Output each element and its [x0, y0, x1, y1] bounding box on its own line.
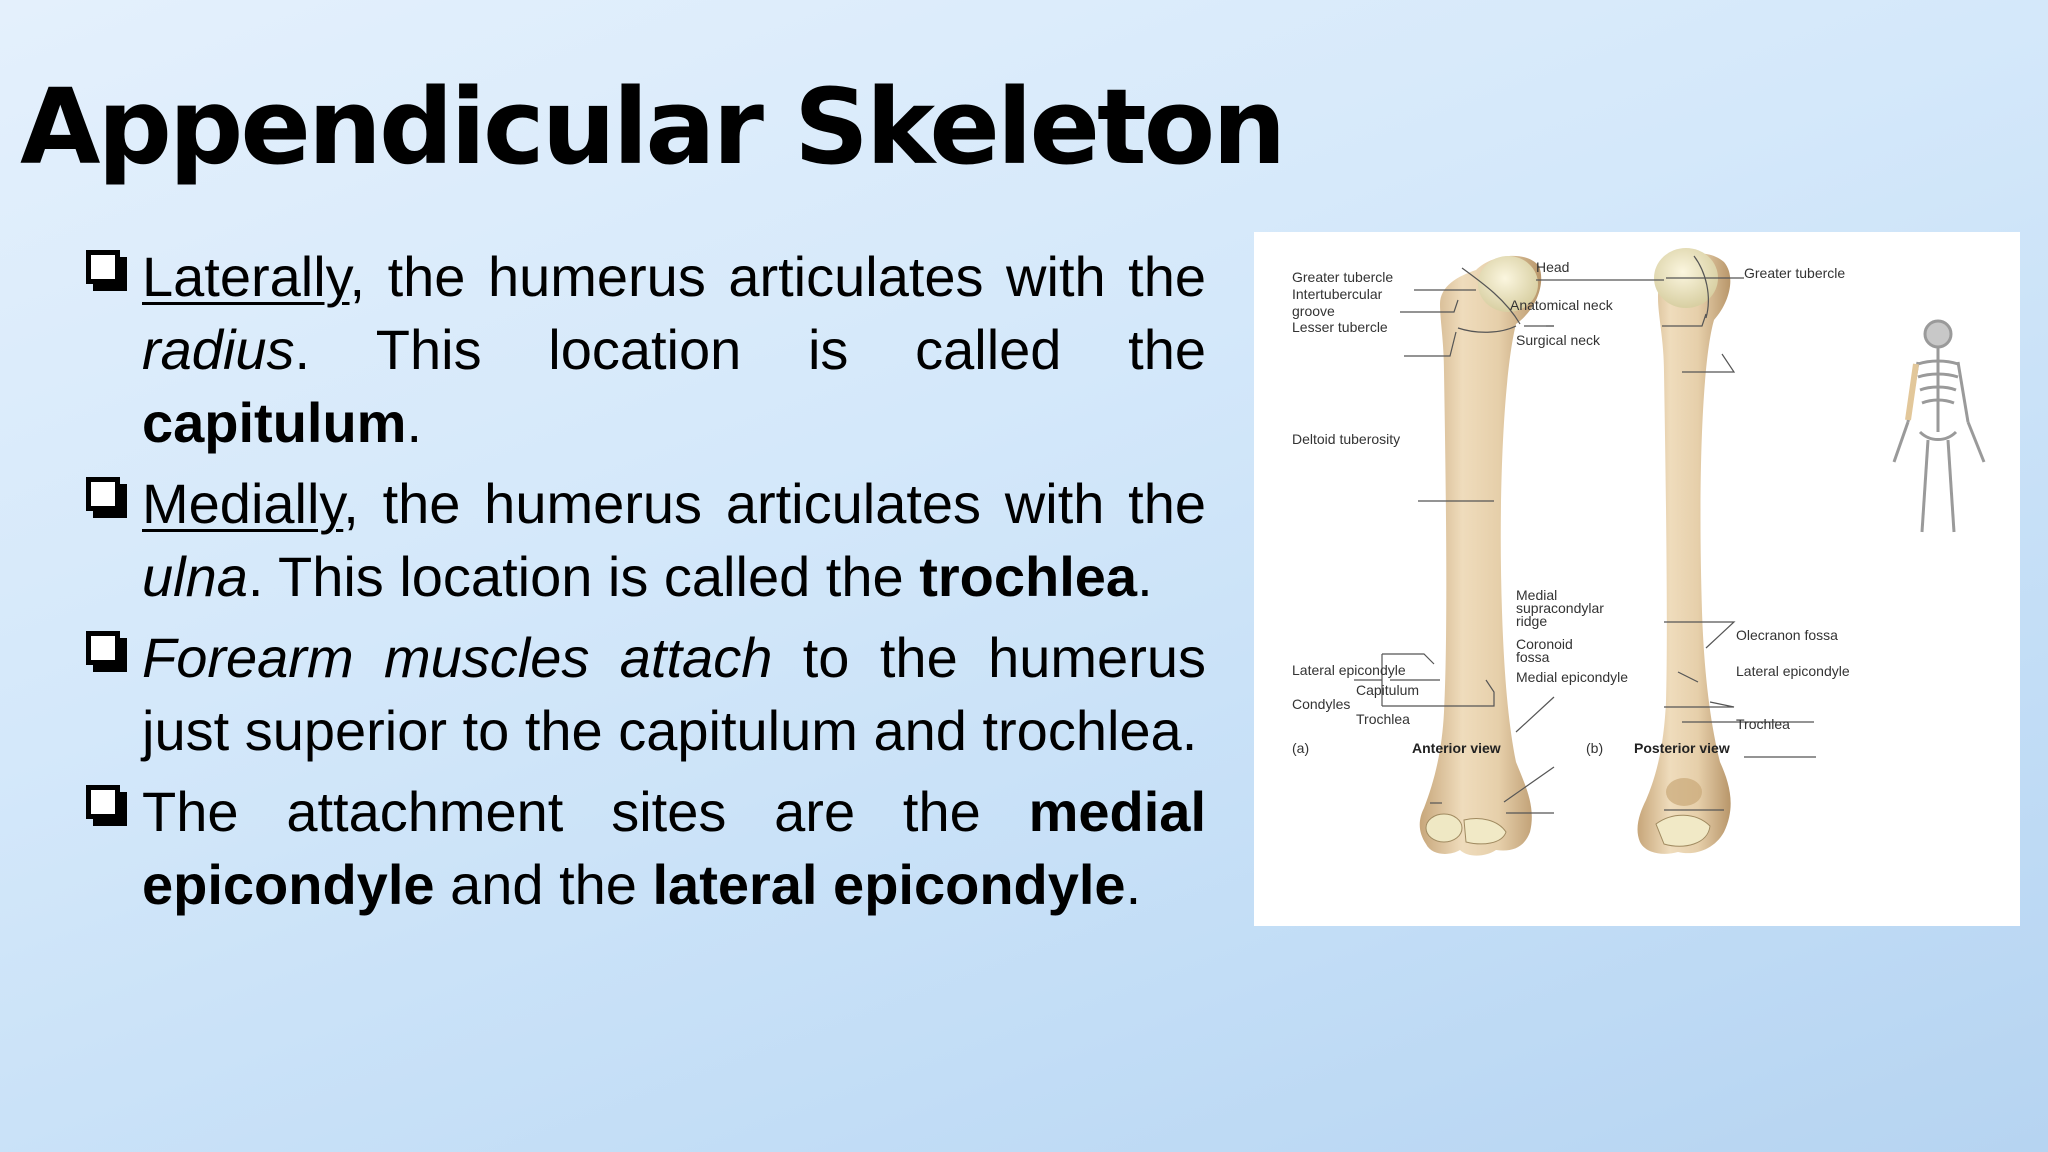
- label-coronoid-fossa-1: Coronoid: [1516, 636, 1573, 652]
- label-greater-tubercle-anterior: Greater tubercle: [1292, 269, 1394, 285]
- label-trochlea-posterior: Trochlea: [1736, 716, 1790, 732]
- label-trochlea-anterior: Trochlea: [1356, 711, 1410, 727]
- bullet-text: and the: [434, 853, 653, 916]
- label-condyles: Condyles: [1292, 696, 1351, 712]
- label-capitulum: Capitulum: [1356, 682, 1420, 698]
- checkbox-bullet-icon: [86, 631, 120, 665]
- bullet-forearm-muscles: [78, 621, 1206, 767]
- label-medial-supracondylar-ridge-2: supracondylar: [1516, 600, 1604, 616]
- label-panel-a: (a): [1292, 740, 1310, 756]
- skeleton-humerus-highlight: [1908, 364, 1916, 420]
- label-intertubercular-groove-1: Intertubercular: [1292, 286, 1383, 302]
- term-medially: Medially: [142, 472, 344, 535]
- bullet-text: . This location is called the: [247, 545, 920, 608]
- skeleton-icon: [1894, 321, 1984, 532]
- label-surgical-neck: Surgical neck: [1516, 332, 1601, 348]
- label-posterior-view: Posterior view: [1634, 740, 1730, 756]
- slide-title: Appendicular Skeleton: [20, 66, 1284, 188]
- term-forearm-muscles: Forearm muscles attach: [142, 626, 773, 689]
- label-medial-epicondyle: Medial epicondyle: [1516, 669, 1629, 685]
- bullet-attachment-sites: [78, 775, 1206, 921]
- bullet-text: .: [406, 391, 423, 454]
- term-medial-epicondyle: medial epicondyle: [142, 780, 1206, 916]
- leader-lines: [1354, 278, 1816, 813]
- label-olecranon-fossa: Olecranon fossa: [1736, 627, 1838, 643]
- humerus-diagram: [1254, 232, 2020, 926]
- label-lesser-tubercle: Lesser tubercle: [1292, 319, 1388, 335]
- label-medial-supracondylar-ridge-3: ridge: [1516, 613, 1548, 629]
- term-lateral-epicondyle: lateral epicondyle: [652, 853, 1126, 916]
- bullet-text: The attachment sites are the: [142, 780, 1029, 843]
- bullet-list: [78, 240, 1206, 929]
- checkbox-bullet-icon: [86, 250, 120, 284]
- anterior-capitulum-shape: [1426, 814, 1462, 842]
- label-medial-supracondylar-ridge-1: Medial: [1516, 587, 1558, 603]
- bullet-text: to the humerus just superior to the capitulum and trochlea.: [142, 626, 1206, 762]
- label-anatomical-neck: Anatomical neck: [1510, 297, 1613, 313]
- label-head: Head: [1536, 259, 1570, 275]
- bullet-text: . This location is called the: [294, 318, 1206, 381]
- bullet-text: , the humerus articulates with the: [349, 245, 1206, 308]
- label-lateral-epicondyle-anterior: Lateral epicondyle: [1292, 662, 1406, 678]
- label-deltoid-tuberosity: Deltoid tuberosity: [1292, 431, 1401, 447]
- term-radius: radius: [142, 318, 295, 381]
- humerus-svg: [1254, 232, 2020, 926]
- label-panel-b: (b): [1586, 740, 1604, 756]
- label-intertubercular-groove-2: groove: [1292, 303, 1335, 319]
- term-capitulum: capitulum: [142, 391, 407, 454]
- label-anterior-view: Anterior view: [1412, 740, 1501, 756]
- checkbox-bullet-icon: [86, 785, 120, 819]
- bullet-text: , the humerus articulates with the: [343, 472, 1206, 535]
- olecranon-fossa-shape: [1666, 778, 1702, 806]
- term-trochlea: trochlea: [919, 545, 1138, 608]
- bullet-laterally: [78, 240, 1206, 459]
- term-laterally: Laterally: [142, 245, 350, 308]
- bullet-text: .: [1125, 853, 1142, 916]
- term-ulna: ulna: [142, 545, 248, 608]
- label-lateral-epicondyle-posterior: Lateral epicondyle: [1736, 663, 1850, 679]
- bullet-medially: [78, 467, 1206, 613]
- label-greater-tubercle-posterior: Greater tubercle: [1744, 265, 1846, 281]
- checkbox-bullet-icon: [86, 477, 120, 511]
- bullet-text: .: [1137, 545, 1153, 608]
- posterior-humerus-bone: [1638, 253, 1731, 853]
- label-coronoid-fossa-2: fossa: [1516, 649, 1550, 665]
